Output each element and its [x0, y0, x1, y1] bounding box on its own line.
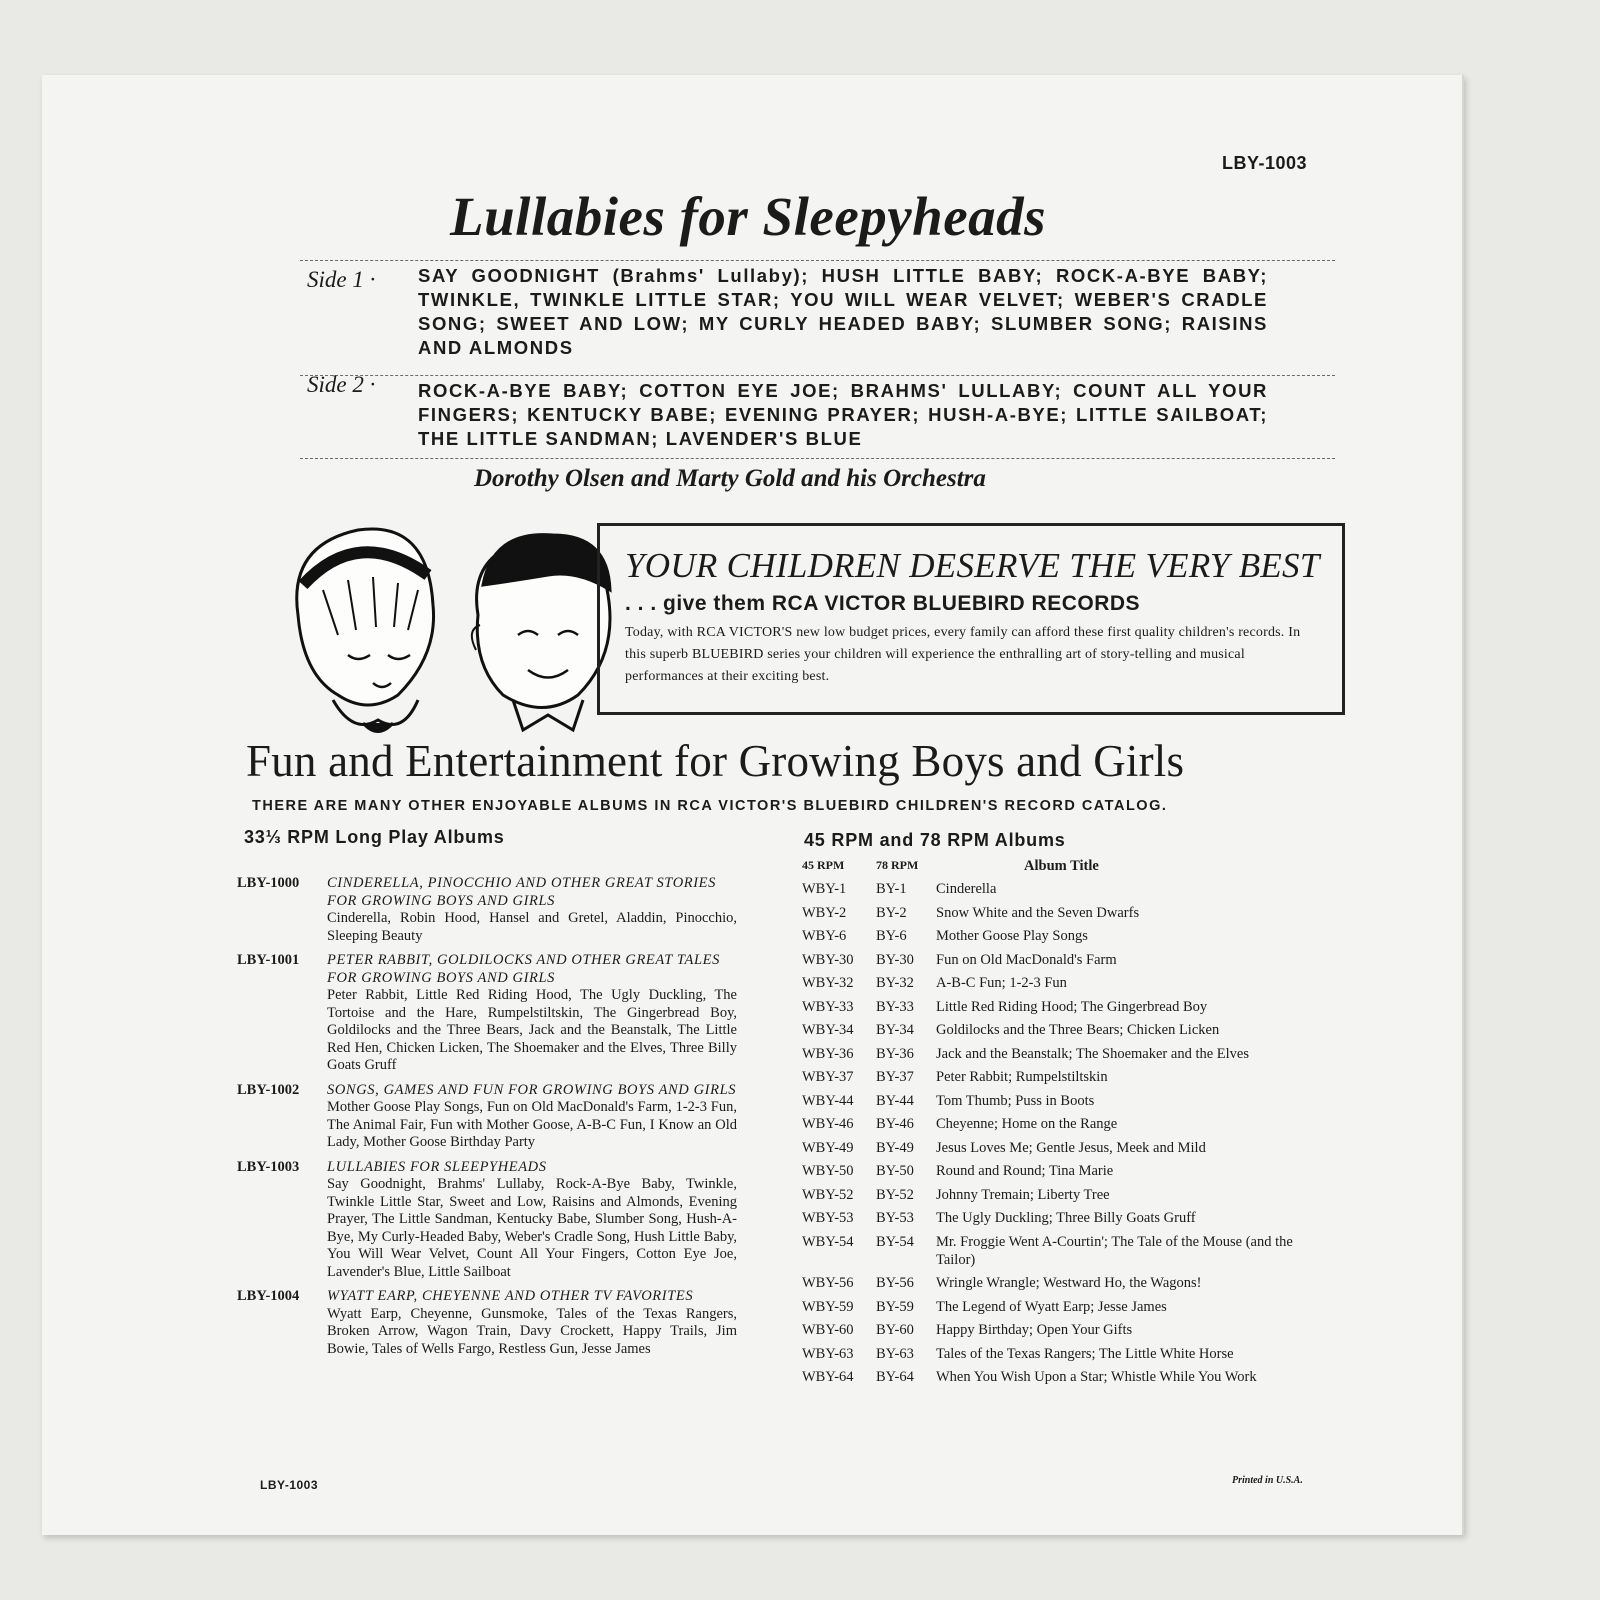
album-title: Tales of the Texas Rangers; The Little White Horse	[936, 1345, 1234, 1362]
album-contents: Mother Goose Play Songs, Fun on Old MacDonald's Farm, 1-2-3 Fun, The Animal Fair, Fun with Mother Goose, A-B-C Fun, I Know an Old Lady, Mother Goose Birthday Party	[327, 1099, 737, 1150]
code-45: WBY-1	[802, 881, 847, 897]
lp-album-list	[237, 875, 737, 1365]
list-item	[237, 875, 737, 945]
table-row	[802, 1092, 1322, 1110]
code-78: BY-34	[876, 1022, 914, 1038]
table-row	[802, 1068, 1322, 1086]
table-row	[802, 974, 1322, 992]
table-row	[802, 904, 1322, 922]
table-row	[802, 1139, 1322, 1157]
table-row	[802, 998, 1322, 1016]
code-45: WBY-52	[802, 1186, 854, 1203]
album-contents: Say Goodnight, Brahms' Lullaby, Rock-A-Bye Baby, Twinkle, Twinkle Little Star, Sweet and Low, Raisins and Almonds, Evening Prayer, The Little Sandman, Kentucky Babe, Slumber Song, Hush-A-Bye, My Curly-Headed Baby, Weber's Cradle Song, Hush Little Baby, You Will Wear Velvet, Count All Your Fingers, Cotton Eye Joe, Lavender's Blue, Little Sailboat	[327, 1176, 737, 1280]
catalog-note: THERE ARE MANY OTHER ENJOYABLE ALBUMS IN RCA VICTOR'S BLUEBIRD CHILDREN'S RECORD CATALOG.	[252, 798, 1168, 814]
side-2-tracks: ROCK-A-BYE BABY; COTTON EYE JOE; BRAHMS' LULLABY; COUNT ALL YOUR FINGERS; KENTUCKY BABE; EVENING PRAYER; HUSH-A-BYE; LITTLE SAILBOAT; THE LITTLE SANDMAN; LAVENDER'S BLUE	[418, 380, 1268, 449]
code-78: BY-36	[876, 1045, 914, 1062]
table-row	[802, 1321, 1322, 1339]
album-title: Mr. Froggie Went A-Courtin'; The Tale of the Mouse (and the Tailor)	[936, 1233, 1293, 1268]
code-78: BY-1	[876, 881, 907, 897]
side-2-label: Side 2 ·	[307, 372, 376, 397]
album-title: Round and Round; Tina Marie	[936, 1163, 1114, 1179]
list-item	[237, 952, 737, 1075]
album-title: A-B-C Fun; 1-2-3 Fun	[936, 975, 1067, 991]
album-code: LBY-1003	[237, 1158, 300, 1175]
catalog-heading: Fun and Entertainment for Growing Boys and Girls	[246, 736, 1185, 786]
children-illustration	[278, 515, 630, 835]
catalog-number-footer: LBY-1003	[260, 1478, 319, 1492]
catalog-number: LBY-1003	[1222, 153, 1308, 173]
lp-section-heading: 33⅓ RPM Long Play Albums	[244, 827, 505, 847]
table-row	[802, 927, 1322, 945]
code-45: WBY-49	[802, 1139, 854, 1156]
album-title: Jack and the Beanstalk; The Shoemaker and the Elves	[936, 1045, 1249, 1062]
album-title: The Ugly Duckling; Three Billy Goats Gruff	[936, 1210, 1196, 1226]
table-row	[802, 1274, 1322, 1292]
code-45: WBY-46	[802, 1116, 854, 1132]
code-78: BY-37	[876, 1069, 914, 1085]
album-title: Fun on Old MacDonald's Farm	[936, 951, 1117, 968]
code-78: BY-44	[876, 1092, 914, 1109]
table-header	[802, 858, 1322, 880]
code-78: BY-32	[876, 975, 914, 991]
code-78: BY-64	[876, 1369, 914, 1385]
album-code: LBY-1004	[237, 1288, 300, 1304]
column-header-78: 78 RPM	[876, 858, 919, 872]
promo-subhead: . . . give them RCA VICTOR BLUEBIRD RECORDS	[625, 592, 1141, 615]
code-45: WBY-2	[802, 904, 847, 921]
code-45: WBY-63	[802, 1345, 854, 1362]
divider	[300, 260, 1335, 261]
code-78: BY-6	[876, 928, 907, 944]
album-title: SONGS, GAMES AND FUN FOR GROWING BOYS AND GIRLS	[327, 1081, 737, 1098]
album-title: Cinderella	[936, 881, 997, 897]
album-title: CINDERELLA, PINOCCHIO AND OTHER GREAT STORIES FOR GROWING BOYS AND GIRLS	[327, 875, 716, 909]
code-78: BY-50	[876, 1163, 914, 1179]
album-title: Goldilocks and the Three Bears; Chicken Licken	[936, 1022, 1220, 1038]
table-row	[802, 1045, 1322, 1063]
list-item	[237, 1288, 737, 1358]
album-contents: Wyatt Earp, Cheyenne, Gunsmoke, Tales of the Texas Rangers, Broken Arrow, Wagon Train, Davy Crockett, Happy Trails, Jim Bowie, Tales of Wells Fargo, Restless Gun, Jesse James	[327, 1305, 737, 1357]
code-78: BY-49	[876, 1139, 914, 1156]
code-45: WBY-30	[802, 951, 854, 968]
code-45: WBY-53	[802, 1210, 854, 1226]
code-45: WBY-37	[802, 1069, 854, 1085]
promo-body: Today, with RCA VICTOR'S new low budget prices, every family can afford these first quality children's records. In this superb BLUEBIRD series your children will experience the enthralling art of story-telling and musical performances at their exciting best.	[625, 625, 1301, 684]
album-title: The Legend of Wyatt Earp; Jesse James	[936, 1298, 1167, 1315]
code-78: BY-53	[876, 1210, 914, 1226]
promo-box	[597, 523, 1345, 715]
code-45: WBY-54	[802, 1233, 854, 1250]
table-row	[802, 1368, 1322, 1386]
column-header-45: 45 RPM	[802, 858, 845, 872]
album-title: LULLABIES FOR SLEEPYHEADS	[327, 1158, 547, 1175]
code-45: WBY-56	[802, 1275, 854, 1291]
table-row	[802, 1209, 1322, 1227]
list-item	[237, 1082, 737, 1152]
code-78: BY-59	[876, 1298, 914, 1315]
singles-table	[802, 858, 1322, 1392]
album-title: When You Wish Upon a Star; Whistle While You Work	[936, 1369, 1257, 1385]
album-title: Little Red Riding Hood; The Gingerbread Boy	[936, 998, 1208, 1015]
table-row	[802, 1345, 1322, 1363]
album-contents: Cinderella, Robin Hood, Hansel and Gretel, Aladdin, Pinocchio, Sleeping Beauty	[327, 910, 737, 944]
code-78: BY-46	[876, 1116, 914, 1132]
album-title: PETER RABBIT, GOLDILOCKS AND OTHER GREAT TALES FOR GROWING BOYS AND GIRLS	[327, 952, 720, 986]
table-row	[802, 1186, 1322, 1204]
album-title: WYATT EARP, CHEYENNE AND OTHER TV FAVORITES	[327, 1288, 694, 1304]
album-code: LBY-1000	[237, 875, 300, 891]
code-78: BY-52	[876, 1186, 914, 1203]
album-title: Johnny Tremain; Liberty Tree	[936, 1186, 1110, 1203]
album-title: Lullabies for Sleepyheads	[450, 186, 1047, 247]
code-45: WBY-64	[802, 1369, 854, 1385]
album-title: Jesus Loves Me; Gentle Jesus, Meek and Mild	[936, 1139, 1206, 1156]
album-title: Peter Rabbit; Rumpelstiltskin	[936, 1069, 1108, 1085]
code-78: BY-33	[876, 998, 914, 1015]
code-45: WBY-6	[802, 928, 847, 944]
code-45: WBY-33	[802, 998, 854, 1015]
column-header-title: Album Title	[1024, 858, 1099, 874]
list-item	[237, 1159, 737, 1282]
album-title: Tom Thumb; Puss in Boots	[936, 1092, 1095, 1109]
divider	[300, 458, 1335, 459]
code-45: WBY-36	[802, 1045, 854, 1062]
table-row	[802, 1021, 1322, 1039]
table-row	[802, 951, 1322, 969]
album-title: Cheyenne; Home on the Range	[936, 1116, 1118, 1132]
printed-in-usa: Printed in U.S.A.	[1232, 1475, 1303, 1486]
code-45: WBY-34	[802, 1022, 854, 1038]
table-row	[802, 1298, 1322, 1316]
code-78: BY-54	[876, 1233, 914, 1250]
record-sleeve-back	[42, 75, 1464, 1535]
code-78: BY-63	[876, 1345, 914, 1362]
side-1-tracks: SAY GOODNIGHT (Brahms' Lullaby); HUSH LITTLE BABY; ROCK-A-BYE BABY; TWINKLE, TWINKLE LITTLE STAR; YOU WILL WEAR VELVET; WEBER'S CRADLE SONG; SWEET AND LOW; MY CURLY HEADED BABY; SLUMBER SONG; RAISINS AND ALMONDS	[418, 265, 1268, 358]
code-78: BY-30	[876, 951, 914, 968]
side-1-label: Side 1 ·	[307, 267, 376, 292]
table-row	[802, 1233, 1322, 1269]
artist-credit: Dorothy Olsen and Marty Gold and his Orchestra	[474, 465, 986, 492]
code-45: WBY-59	[802, 1298, 854, 1315]
album-title: Snow White and the Seven Dwarfs	[936, 904, 1140, 921]
album-title: Mother Goose Play Songs	[936, 928, 1088, 944]
code-78: BY-60	[876, 1322, 914, 1338]
code-78: BY-2	[876, 904, 907, 921]
code-45: WBY-32	[802, 975, 854, 991]
album-title: Happy Birthday; Open Your Gifts	[936, 1322, 1133, 1338]
divider	[300, 375, 1335, 376]
promo-headline: YOUR CHILDREN DESERVE THE VERY BEST	[625, 546, 1320, 585]
code-45: WBY-50	[802, 1163, 854, 1179]
album-code: LBY-1001	[237, 952, 300, 968]
singles-section-heading: 45 RPM and 78 RPM Albums	[804, 830, 1066, 850]
code-45: WBY-60	[802, 1322, 854, 1338]
table-row	[802, 1162, 1322, 1180]
album-contents: Peter Rabbit, Little Red Riding Hood, The Ugly Duckling, The Tortoise and the Hare, Rumpelstiltskin, The Gingerbread Boy, Goldilocks and the Three Bears, Jack and the Beanstalk, The Little Red Hen, Chicken Licken, The Shoemaker and the Elves, Three Billy Goats Gruff	[327, 987, 737, 1073]
table-row	[802, 1115, 1322, 1133]
table-row	[802, 880, 1322, 898]
code-45: WBY-44	[802, 1092, 854, 1109]
album-code: LBY-1002	[237, 1081, 300, 1098]
code-78: BY-56	[876, 1275, 914, 1291]
album-title: Wringle Wrangle; Westward Ho, the Wagons!	[936, 1275, 1202, 1291]
